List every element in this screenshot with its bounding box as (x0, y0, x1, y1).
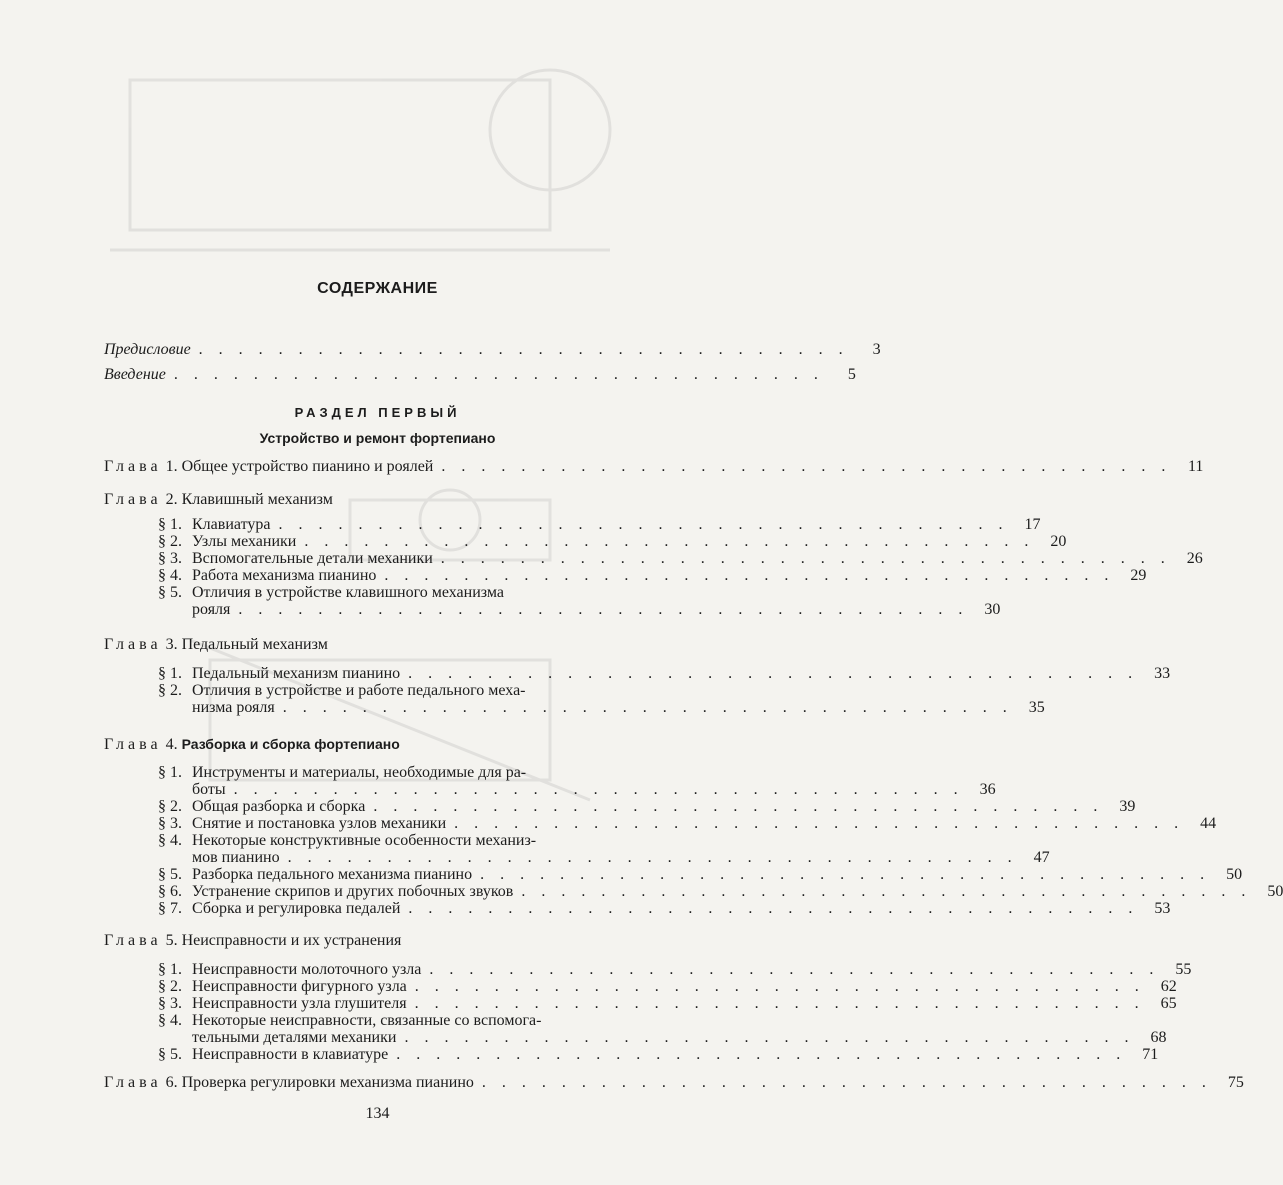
chapter-word: Глава (104, 736, 162, 753)
page-title: СОДЕРЖАНИЕ (317, 280, 438, 297)
leader-dots: . . . . . . . . . . . . . . . . . . . . . . . . . . . . . . . . . . . . . (521, 883, 1252, 900)
paragraph-title: Неисправности в клавиатуре (192, 1046, 389, 1063)
leader-dots: . . . . . . . . . . . . . . . . . . . . . . . . . . . . . . . . . . . . . (278, 516, 1009, 533)
chapter-label (104, 1074, 474, 1091)
toc-entry-preface[interactable] (104, 341, 881, 358)
toc-page-number: 29 (1130, 567, 1147, 584)
chapter-word: Глава (104, 458, 162, 475)
leader-dots: . . . . . . . . . . . . . . . . . . . . . . . . . . . . . . . . . . . . . (429, 961, 1160, 978)
toc-paragraph[interactable] (158, 682, 1045, 716)
paragraph-line (158, 815, 1217, 832)
paragraph-title: Некоторые неисправности, связанные со вспомога- (192, 1012, 542, 1029)
toc-page-number: 30 (984, 601, 1001, 618)
toc-paragraph[interactable] (158, 1012, 1167, 1046)
paragraph-line (158, 764, 666, 781)
toc-chapter-5[interactable] (104, 932, 401, 950)
paragraph-line (158, 567, 1147, 584)
toc-paragraph[interactable] (158, 533, 1067, 550)
paragraph-title: Общая разборка и сборка (192, 798, 366, 815)
toc-page-number: 55 (1175, 961, 1192, 978)
page-number: 134 (365, 1105, 390, 1122)
chapter-title: Педальный механизм (181, 636, 328, 653)
toc-page-number: 33 (1154, 665, 1171, 682)
paragraph-line (158, 900, 1171, 917)
toc-paragraph[interactable] (158, 961, 1192, 978)
chapter-label (104, 458, 433, 475)
toc-paragraph[interactable] (158, 995, 1177, 1012)
paragraph-sign: § 5. (158, 584, 182, 601)
leader-dots: . . . . . . . . . . . . . . . . . . . . . . . . . . . . . . . . . . . . . (282, 699, 1013, 716)
toc-paragraph[interactable] (158, 978, 1177, 995)
toc-page-number: 50 (1267, 883, 1283, 900)
leader-dots: . . . . . . . . . . . . . . . . . . . . . . . . . . . . . . . . . . . . . (414, 978, 1145, 995)
toc-chapter-4[interactable] (104, 736, 400, 754)
chapter-title: Общее устройство пианино и роялей (181, 458, 434, 475)
paragraph-title: боты (192, 781, 226, 798)
leader-dots: . . . . . . . . . . . . . . . . . . . . . . . . . . . . . . . . . . . . . (480, 866, 1211, 883)
paragraph-line (158, 866, 1243, 883)
leader-dots: . . . . . . . . . . . . . . . . . . . . . . . . . . . . . . . . . . . . . (454, 815, 1185, 832)
toc-page-number: 11 (1187, 458, 1204, 475)
toc-page-number: 62 (1160, 978, 1177, 995)
paragraph-line (158, 798, 1136, 815)
chapter-word: Глава (104, 932, 162, 949)
leader-dots: . . . . . . . . . . . . . . . . . . . . . . . . . . . . . . . . . . . . . (440, 550, 1171, 567)
paragraph-line (158, 978, 1177, 995)
toc-entry-introduction[interactable] (104, 366, 856, 383)
paragraph-title: Разборка педального механизма пианино (192, 866, 473, 883)
toc-page-number: 47 (1033, 849, 1050, 866)
chapter-word: Глава (104, 491, 162, 508)
leader-dots: . . . . . . . . . . . . . . . . . . . . . . . . . . . . . . . . . . . . . (304, 533, 1035, 550)
toc-page-number: 5 (847, 366, 856, 383)
paragraph-sign: § 2. (158, 978, 182, 995)
toc-paragraph[interactable] (158, 584, 1001, 618)
paragraph-title: Работа механизма пианино (192, 567, 377, 584)
toc-paragraph[interactable] (158, 665, 1171, 682)
paragraph-title: тельными деталями механики (192, 1029, 397, 1046)
paragraph-sign: § 4. (158, 832, 182, 849)
toc-page-number: 26 (1186, 550, 1203, 567)
paragraph-title: Узлы механики (192, 533, 297, 550)
toc-chapter-6[interactable] (104, 1074, 1244, 1091)
toc-page-number: 36 (979, 781, 996, 798)
paragraph-sign: § 1. (158, 961, 182, 978)
leader-dots: . . . . . . . . . . . . . . . . . . . . . . . . . . . . . . . . . . . . . (408, 900, 1139, 917)
paragraph-line (158, 883, 1283, 900)
leader-dots: . . . . . . . . . . . . . . . . . . . . . . . . . . . . . . . . . . . . . (238, 601, 969, 618)
paragraph-title: Снятие и постановка узлов механики (192, 815, 447, 832)
toc-paragraph[interactable] (158, 900, 1171, 917)
paragraph-sign: § 3. (158, 815, 182, 832)
chapter-number: 3. (165, 636, 178, 653)
chapter-number: 4. (165, 736, 178, 753)
paragraph-title: Сборка и регулировка педалей (192, 900, 401, 917)
toc-page-number: 17 (1024, 516, 1041, 533)
paragraph-line (158, 995, 1177, 1012)
chapter-title: Неисправности и их устранения (181, 932, 402, 949)
leader-dots: . . . . . . . . . . . . . . . . . . . . . . . . . . . . . . . . . (198, 341, 849, 358)
paragraph-sign: § 2. (158, 533, 182, 550)
paragraph-title: Клавиатура (192, 516, 271, 533)
toc-paragraph[interactable] (158, 883, 1283, 900)
paragraph-sign: § 7. (158, 900, 182, 917)
chapter-word: Глава (104, 636, 162, 653)
paragraph-title: мов пианино (192, 849, 280, 866)
paragraph-title: Неисправности узла глушителя (192, 995, 407, 1012)
toc-paragraph[interactable] (158, 866, 1243, 883)
paragraph-sign: § 2. (158, 682, 182, 699)
chapter-word: Глава (104, 1074, 162, 1091)
paragraph-title: Устранение скрипов и других побочных звуков (192, 883, 514, 900)
paragraph-title: Неисправности фигурного узла (192, 978, 407, 995)
paragraph-line (158, 1012, 666, 1029)
paragraph-sign: § 5. (158, 1046, 182, 1063)
toc-paragraph[interactable] (158, 516, 1041, 533)
chapter-number: 5. (165, 932, 178, 949)
toc-chapter-3[interactable] (104, 636, 328, 654)
paragraph-line (158, 699, 1045, 716)
toc-page-number: 53 (1154, 900, 1171, 917)
paragraph-title: Отличия в устройстве и работе педального меха- (192, 682, 526, 699)
chapter-title: Проверка регулировки механизма пианино (181, 1074, 474, 1091)
toc-paragraph[interactable] (158, 798, 1136, 815)
toc-paragraph[interactable] (158, 815, 1217, 832)
paragraph-line (158, 1046, 1159, 1063)
paragraph-title: рояля (192, 601, 231, 618)
section-heading: РАЗДЕЛ ПЕРВЫЙ (294, 405, 461, 420)
chapter-number: 6. (165, 1074, 178, 1091)
leader-dots: . . . . . . . . . . . . . . . . . . . . . . . . . . . . . . . . . . . . . (408, 665, 1139, 682)
toc-entry-label: Предисловие (104, 341, 191, 358)
paragraph-sign: § 3. (158, 995, 182, 1012)
paragraph-sign: § 3. (158, 550, 182, 567)
paragraph-sign: § 2. (158, 798, 182, 815)
paragraph-line (158, 601, 1001, 618)
toc-page-number: 3 (872, 341, 881, 358)
chapter-number: 2. (165, 491, 178, 508)
toc-paragraph[interactable] (158, 550, 1203, 567)
paragraph-sign: § 1. (158, 665, 182, 682)
paragraph-title: Некоторые конструктивные особенности механиз- (192, 832, 537, 849)
leader-dots: . . . . . . . . . . . . . . . . . . . . . . . . . . . . . . . . . . . . . (384, 567, 1115, 584)
paragraph-sign: § 5. (158, 866, 182, 883)
leader-dots: . . . . . . . . . . . . . . . . . . . . . . . . . . . . . . . . . . . . . (233, 781, 964, 798)
leader-dots: . . . . . . . . . . . . . . . . . . . . . . . . . . . . . . . . . . . . . (396, 1046, 1127, 1063)
toc-page-number: 39 (1119, 798, 1136, 815)
paragraph-line (158, 550, 1203, 567)
paragraph-title: Вспомогательные детали механики (192, 550, 433, 567)
leader-dots: . . . . . . . . . . . . . . . . . . . . . . . . . . . . . . . . . . . . . (441, 458, 1172, 475)
paragraph-line (158, 1029, 1167, 1046)
paragraph-line (158, 533, 1067, 550)
paragraph-sign: § 6. (158, 883, 182, 900)
toc-page-number: 71 (1142, 1046, 1159, 1063)
paragraph-line (158, 961, 1192, 978)
toc-paragraph[interactable] (158, 764, 996, 798)
toc-page-number: 68 (1150, 1029, 1167, 1046)
toc-paragraph[interactable] (158, 832, 1050, 866)
paragraph-title: Отличия в устройстве клавишного механизма (192, 584, 504, 601)
paragraph-line (158, 781, 996, 798)
leader-dots: . . . . . . . . . . . . . . . . . . . . . . . . . . . . . . . . . . . . . (481, 1074, 1212, 1091)
paragraph-title: Инструменты и материалы, необходимые для ра- (192, 764, 527, 781)
toc-chapter-2[interactable] (104, 491, 333, 509)
leader-dots: . . . . . . . . . . . . . . . . . . . . . . . . . . . . . . . . . . . . . (373, 798, 1104, 815)
paragraph-sign: § 1. (158, 516, 182, 533)
toc-page-number: 75 (1227, 1074, 1244, 1091)
paragraph-line (158, 584, 666, 601)
paragraph-line (158, 665, 1171, 682)
paragraph-line (158, 516, 1041, 533)
leader-dots: . . . . . . . . . . . . . . . . . . . . . . . . . . . . . . . . . . . . . (404, 1029, 1135, 1046)
toc-chapter-1[interactable] (104, 458, 1204, 475)
paragraph-sign: § 4. (158, 1012, 182, 1029)
toc-page-number: 20 (1050, 533, 1067, 550)
chapter-number: 1. (165, 458, 178, 475)
chapter-title: Клавишный механизм (181, 491, 333, 508)
paragraph-line (158, 682, 666, 699)
section-subtitle: Устройство и ремонт фортепиано (259, 430, 496, 446)
leader-dots: . . . . . . . . . . . . . . . . . . . . . . . . . . . . . . . . . . . . . (287, 849, 1018, 866)
paragraph-sign: § 4. (158, 567, 182, 584)
leader-dots: . . . . . . . . . . . . . . . . . . . . . . . . . . . . . . . . . (173, 366, 824, 383)
paragraph-title: низма рояля (192, 699, 275, 716)
leader-dots: . . . . . . . . . . . . . . . . . . . . . . . . . . . . . . . . . . . . . (414, 995, 1145, 1012)
paragraph-line (158, 832, 666, 849)
toc-paragraph[interactable] (158, 1046, 1159, 1063)
toc-page-number: 50 (1226, 866, 1243, 883)
paragraph-line (158, 849, 1050, 866)
chapter-title: Разборка и сборка фортепиано (181, 736, 400, 752)
paragraph-title: Неисправности молоточного узла (192, 961, 422, 978)
toc-paragraph[interactable] (158, 567, 1147, 584)
toc-entry-label: Введение (104, 366, 166, 383)
toc-page-number: 35 (1028, 699, 1045, 716)
toc-page-number: 65 (1160, 995, 1177, 1012)
toc-page-number: 44 (1200, 815, 1217, 832)
paragraph-title: Педальный механизм пианино (192, 665, 401, 682)
paragraph-sign: § 1. (158, 764, 182, 781)
